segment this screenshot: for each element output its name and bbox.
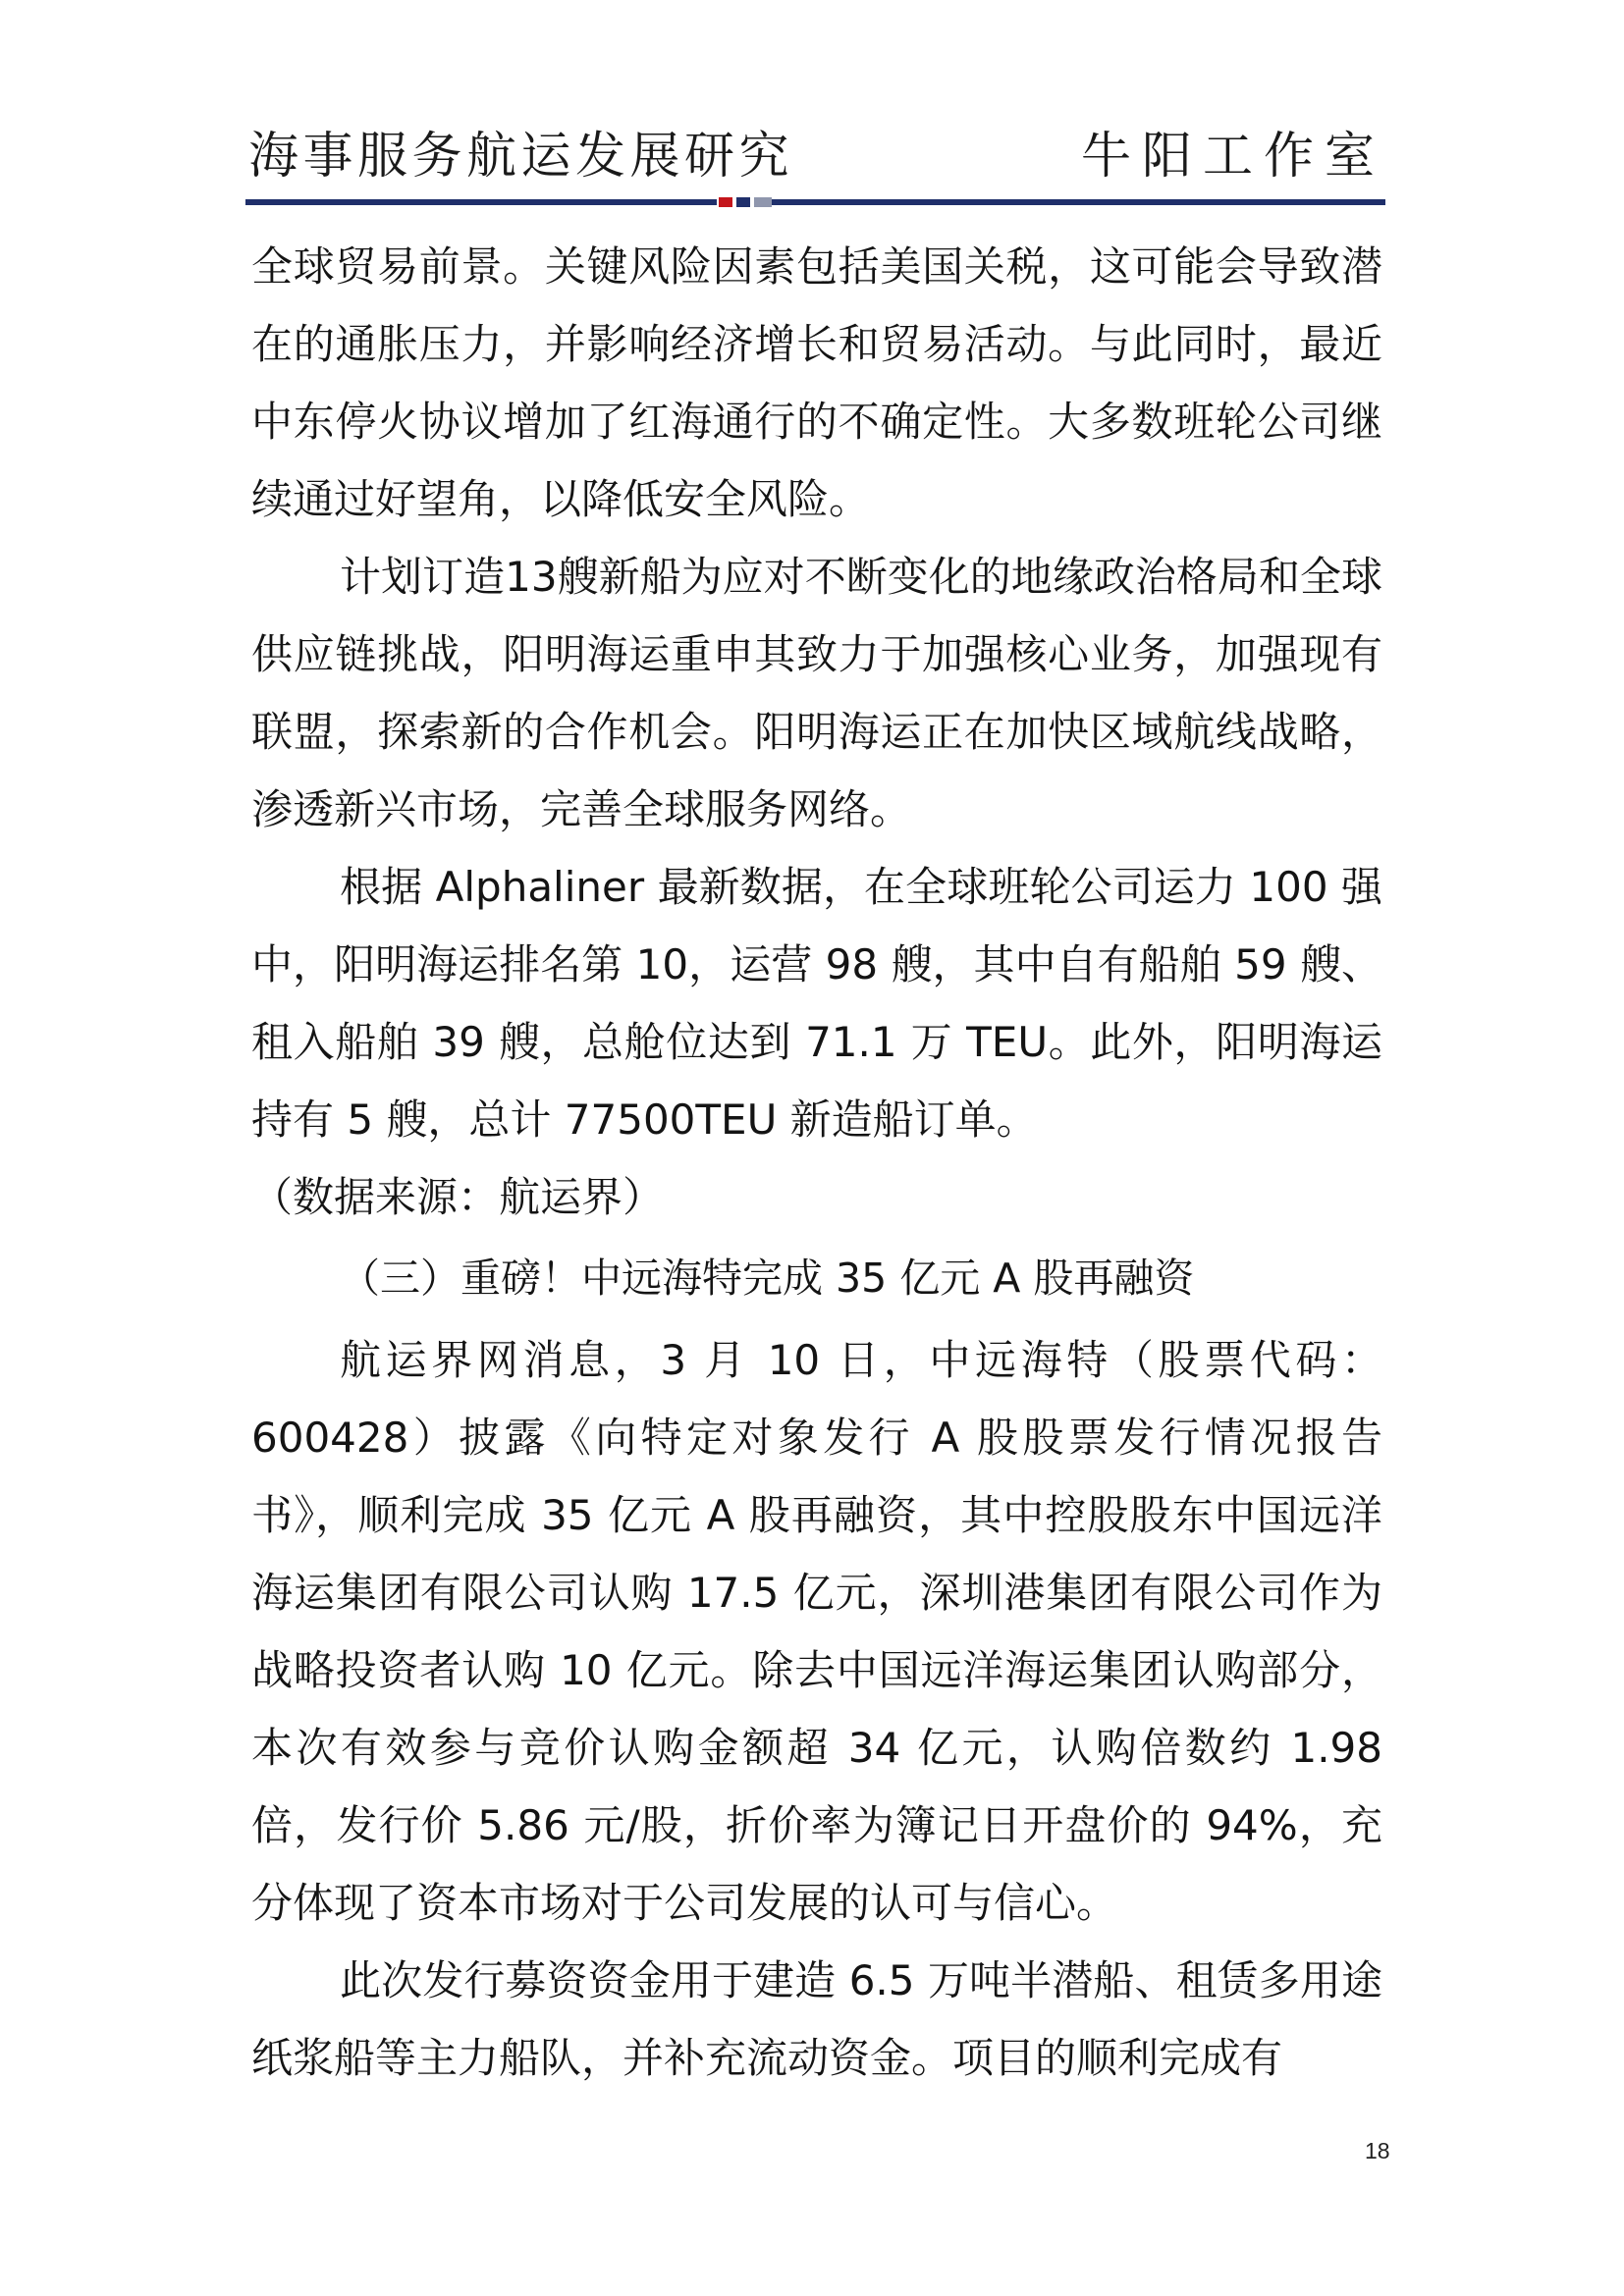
page-number: 18 [1365, 2138, 1390, 2163]
header-title-right: 牛阳工作室 [1080, 128, 1385, 186]
paragraph: 全球贸易前景。关键风险因素包括美国关税，这可能会导致潜在的通胀压力，并影响经济增长和贸易活动。与此同时，最近中东停火协议增加了红海通行的不确定性。大多数班轮公司继续通过好望角，以降低安全风险。 [251, 242, 1382, 523]
header-divider-rule [245, 194, 1385, 210]
data-source-note: （数据来源：航运界） [251, 1173, 665, 1221]
paragraph: 根据 Alphaliner 最新数据，在全球班轮公司运力 100 强中，阳明海运排名第 10，运营 98 艘，其中自有船舶 59 艘、租入船舶 39 艘，总舱位达到 71.1 万 TEU。此外，阳明海运持有 5 艘，总计 77500TEU 新造船订单。 [251, 863, 1382, 1144]
paragraph: 航运界网消息，3 月 10 日，中远海特（股票代码：600428）披露《向特定对象发行 A 股股票发行情况报告书》，顺利完成 35 亿元 A 股再融资，其中控股股东中国远洋海运集团有限公司认购 17.5 亿元，深圳港集团有限公司作为战略投资者认购 10 亿元。除去中国远洋海运集团认购部分，本次有效参与竞价认购金额超 34 亿元，认购倍数约 1.98 倍，发行价 5.86 元/股，折价率为簿记日开盘价的 94%，充分体现了资本市场对于公司发展的认可与信心。 [251, 1336, 1382, 1927]
document-body [251, 228, 1382, 2097]
paragraph: 此次发行募资资金用于建造 6.5 万吨半潜船、租赁多用途纸浆船等主力船队，并补充流动资金。项目的顺利完成有 [251, 1956, 1382, 2082]
section-heading: （三）重磅！中远海特完成 35 亿元 A 股再融资 [340, 1255, 1195, 1302]
paragraph: 计划订造13艘新船为应对不断变化的地缘政治格局和全球供应链挑战，阳明海运重申其致力于加强核心业务，加强现有联盟，探索新的合作机会。阳明海运正在加快区域航线战略，渗透新兴市场，完善全球服务网络。 [251, 553, 1382, 833]
header-title-left: 海事服务航运发展研究 [248, 128, 794, 186]
